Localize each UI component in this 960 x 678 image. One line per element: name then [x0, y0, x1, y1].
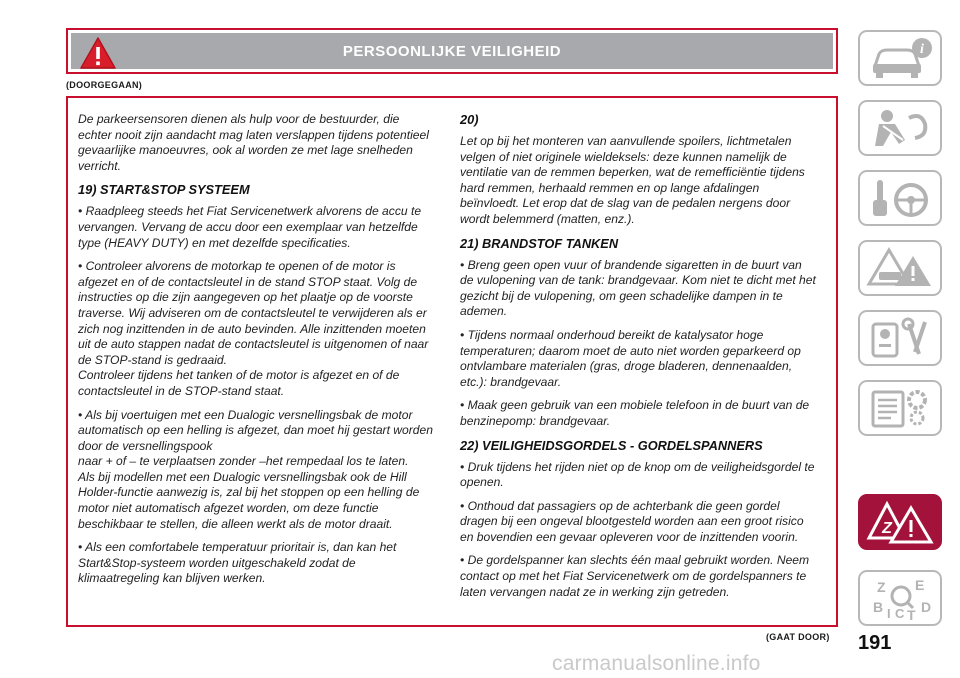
paragraph: • Raadpleeg steeds het Fiat Servicenetwerk alvorens de accu te vervangen. Vervang de accu door een exemplaar van hetzelfde type (HEAVY DUTY) en met dezelfde specificaties.: [78, 204, 422, 250]
svg-text:I: I: [887, 606, 891, 620]
safety-warning-icon: [865, 500, 935, 544]
svg-text:E: E: [915, 577, 925, 593]
paragraph-text: • Als bij voertuigen met een Dualogic versnellingsbak de motor automatisch op een helling is afgezet, dan moet hij gestart worden door de versnellingspook: [78, 407, 433, 453]
nav-tab-maintenance[interactable]: [858, 310, 942, 366]
paragraph: • Maak geen gebruik van een mobiele telefoon in de buurt van de benzinepomp: brandgevaar.: [460, 398, 810, 428]
note-number: 20): [460, 112, 479, 127]
svg-text:D: D: [921, 599, 932, 615]
intro-paragraph: De parkeersensoren dienen als hulp voor de bestuurder, die echter nooit zijn aandacht mag laten verslappen tijdens potentieel gevaarlijke manoeuvres, ook al worden ze met lage snelheden verricht.: [78, 112, 429, 173]
nav-tab-index[interactable]: [858, 570, 942, 626]
section-banner: [66, 28, 838, 74]
car-warning-icon: [865, 246, 935, 290]
paragraph: Let op bij het monteren van aanvullende spoilers, lichtmetalen velgen of niet originele wieldeksels: deze kunnen namelijk de ventilatie van de remmen beperken, wat de remefficiëntie tijdens hard remmen, herhaald remmen en op lange afdalingen beïnvloedt. Let erop dat de slag van de pedalen nergens door wordt belemmerd (matten, enz.).: [460, 134, 805, 226]
heading-refueling: 21) BRANDSTOF TANKEN: [460, 235, 619, 251]
alphabet-index-icon: [865, 576, 935, 620]
steering-key-icon: [865, 176, 935, 220]
section-title: PERSOONLIJKE VEILIGHEID: [342, 42, 562, 60]
nav-tab-vehicle-info[interactable]: [858, 30, 942, 86]
paragraph: [78, 259, 436, 399]
svg-text:Z: Z: [877, 579, 886, 595]
svg-text:B: B: [873, 599, 884, 615]
tools-icon: [865, 316, 935, 360]
continues-label: (GAAT DOOR): [766, 632, 830, 642]
paragraph: [78, 408, 436, 533]
paragraph: • De gordelspanner kan slechts één maal gebruikt worden. Neem contact op met het Fiat Servicenetwerk om de gordelspanners te laten vervangen nadat ze in werking zijn getreden.: [460, 553, 810, 599]
watermark: carmanualsonline.info: [552, 652, 761, 675]
warnings-box: [66, 96, 838, 627]
airbag-seat-icon: [865, 106, 935, 150]
nav-tab-warning-lights[interactable]: [858, 240, 942, 296]
paragraph: • Als een comfortabele temperatuur prioritair is, dan kan het Start&Stop-systeem worden uitgeschakeld zodat de klimaatregeling kan blijven werken.: [78, 540, 397, 586]
section-banner-bar: [71, 33, 833, 69]
paragraph: • Druk tijdens het rijden niet op de knop om de veiligheidsgordel te openen.: [460, 459, 815, 490]
nav-tab-safety-active[interactable]: [858, 494, 942, 550]
right-column: [460, 112, 818, 625]
heading-seatbelts: 22) VEILIGHEIDSGORDELS - GORDELSPANNERS: [460, 437, 763, 453]
paragraph-text: naar + of – te verplaatsen zonder –het rempedaal los te laten.: [78, 454, 409, 469]
left-column: [78, 112, 436, 625]
page-number: 191: [858, 632, 892, 654]
svg-text:Z: Z: [882, 520, 892, 537]
car-info-icon: [865, 36, 935, 80]
paragraph-text: • Controleer alvorens de motorkap te openen of de motor is afgezet en of de contactsleutel in de stand STOP staat. Volg de instructies op die zijn aangegeven op het plaatje op de voorste traverse. Wij adviseren om de contactsleutel te verwijderen als er zich nog inzittenden in de auto bevinden. Alle inzittenden moeten uit de auto stappen nadat de contactsleutel is uitgenomen of naar de STOP-stand is gedraaid.: [78, 259, 429, 367]
nav-tab-safety-seat[interactable]: [858, 100, 942, 156]
paragraph-text: Als bij modellen met een Dualogic versnellingsbak ook de Hill Holder-functie aanwezig is, zal bij het stoppen op een helling de motor niet automatisch afgezet worden, om deze functie beschikbaar te stellen, die alleen werkt als de motor draait.: [78, 469, 420, 531]
warning-triangle-icon: [79, 36, 117, 70]
specs-gear-icon: [865, 386, 935, 430]
paragraph-text: Controleer tijdens het tanken of de motor is afgezet en of de contactsleutel in de STOP-stand staat.: [78, 368, 400, 398]
continued-label: (DOORGEGAAN): [66, 80, 143, 90]
svg-text:T: T: [907, 607, 916, 620]
nav-tab-technical-data[interactable]: [858, 380, 942, 436]
svg-text:C: C: [895, 606, 905, 620]
paragraph: • Breng geen open vuur of brandende sigaretten in de buurt van de vulopening van de tank: brandgevaar. Kom niet te dicht met het gezicht bij de vulopening, om geen schadelijke dampen in te ademen.: [460, 257, 816, 319]
paragraph: • Tijdens normaal onderhoud bereikt de katalysator hoge temperaturen; daarom moet de auto niet worden geparkeerd op ontvlambare materialen (gras, droge bladeren, dennenaalden, etc.): brandgevaar.: [460, 327, 801, 389]
heading-start-stop: 19) START&STOP SYSTEEM: [78, 182, 250, 198]
svg-text:i: i: [920, 42, 924, 57]
paragraph: • Onthoud dat passagiers op de achterbank die geen gordel dragen bij een ongeval blootgesteld worden aan een groot risico en bovendien een gevaar opleveren voor de inzittenden voorin.: [460, 498, 804, 544]
nav-tab-starting-driving[interactable]: [858, 170, 942, 226]
